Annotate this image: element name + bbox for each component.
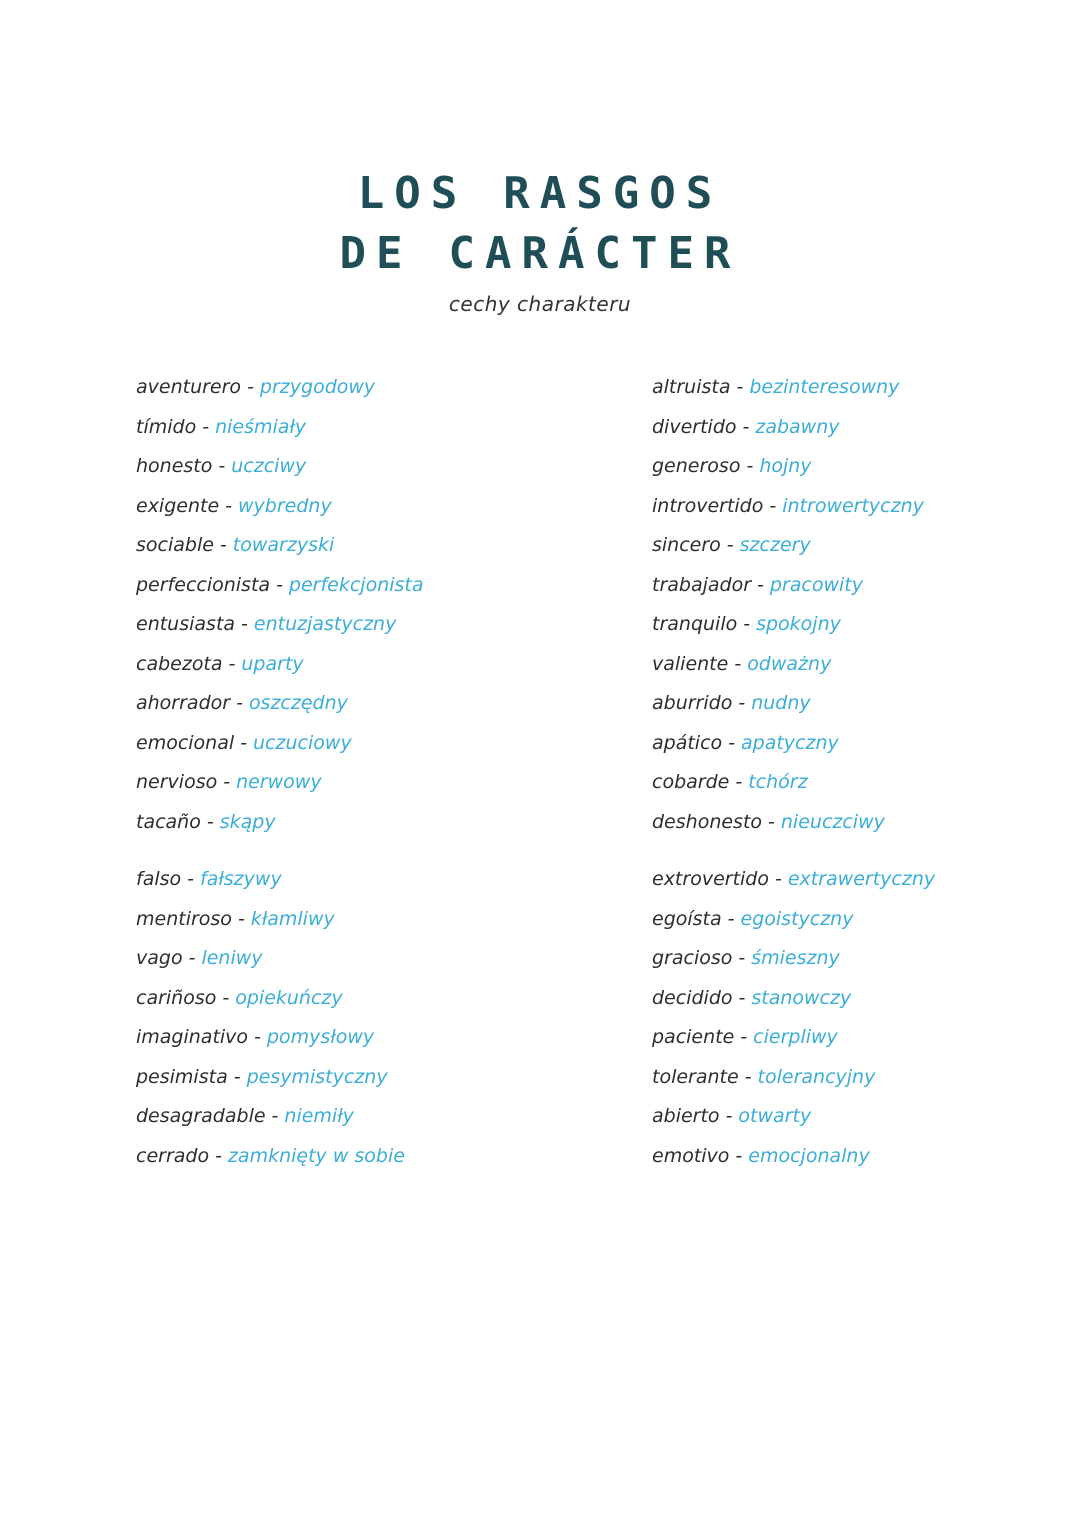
vocab-row [652,487,924,527]
dash-separator: - [188,947,196,969]
spanish-word: entusiasta [136,613,236,635]
spanish-word: aburrido [652,692,733,714]
spanish-word: divertido [652,415,737,438]
vocab-row [136,605,424,645]
dash-separator: - [206,810,214,833]
polish-translation: zabawny [755,415,840,438]
polish-translation: extrawertyczny [787,868,936,890]
polish-translation: nieśmiały [215,415,307,438]
dash-separator: - [223,771,231,793]
dash-separator: - [236,692,243,714]
vocab-row [136,408,424,448]
dash-separator: - [276,573,283,596]
page-title-line-2 [0,228,1080,279]
polish-translation: tchórz [748,771,808,793]
vocab-row [652,368,924,408]
polish-translation: otwarty [738,1105,812,1127]
spanish-word: imaginativo [136,1026,249,1048]
vocab-row [136,447,424,487]
spanish-word: altruista [652,376,731,398]
spanish-word: tranquilo [652,613,738,635]
spanish-word: emocional [136,731,235,754]
dash-separator: - [734,652,742,675]
spanish-word: pesimista [136,1065,228,1088]
spanish-word: ahorrador [136,692,231,714]
dash-separator: - [241,613,248,635]
vocab-row [652,566,924,606]
dash-separator: - [218,455,226,477]
vocab-row [652,803,924,843]
vocab-row [136,526,424,566]
dash-separator: - [738,692,746,714]
vocab-row [652,1137,935,1177]
vocab-row [652,408,924,448]
vocab-list-left-bottom [136,860,405,1176]
dash-separator: - [735,1144,743,1167]
spanish-word: cerrado [136,1144,210,1167]
polish-translation: perfekcjonista [288,573,424,596]
dash-separator: - [738,947,746,969]
polish-translation: towarzyski [232,534,335,556]
vocab-row [652,447,924,487]
spanish-word: perfeccionista [136,573,271,596]
vocab-row [136,487,424,527]
spanish-word: sociable [136,534,214,556]
spanish-word: cobarde [652,771,730,793]
polish-translation: nieuczciwy [780,810,885,833]
dash-separator: - [735,771,743,793]
spanish-word: desagradable [136,1105,266,1127]
polish-translation: tolerancyjny [757,1065,876,1088]
vocab-row [136,368,424,408]
polish-translation: leniwy [201,947,263,969]
vocab-row [652,526,924,566]
dash-separator: - [774,868,782,890]
vocab-row [136,566,424,606]
polish-translation: pracowity [769,573,863,596]
polish-translation: kłamliwy [250,907,335,930]
dash-separator: - [254,1026,261,1048]
dash-separator: - [237,907,245,930]
dash-separator: - [225,494,233,517]
polish-translation: bezinteresowny [749,376,900,398]
polish-translation: apatyczny [741,731,839,754]
vocab-list-right-top [652,368,924,842]
vocab-row [652,939,935,979]
spanish-word: sincero [652,534,721,556]
spanish-word: introvertido [652,494,764,517]
polish-translation: hojny [759,455,812,477]
dash-separator: - [769,494,777,517]
dash-separator: - [728,731,736,754]
vocab-list-left-top [136,368,424,842]
dash-separator: - [222,986,230,1009]
vocab-row [136,763,424,803]
polish-translation: pesymistyczny [246,1065,388,1088]
polish-translation: szczery [739,534,811,556]
dash-separator: - [219,534,227,556]
spanish-word: valiente [652,652,729,675]
polish-translation: uparty [241,652,304,675]
vocab-row [136,979,405,1019]
title-word-rasgos: RASGOS [503,168,723,219]
polish-translation: przygodowy [259,376,376,398]
spanish-word: egoísta [652,907,722,930]
spanish-word: mentiroso [136,907,232,930]
spanish-word: emotivo [652,1144,730,1167]
vocab-row [136,939,405,979]
vocab-row [652,1058,935,1098]
dash-separator: - [738,986,746,1009]
vocab-row [652,763,924,803]
spanish-word: tímido [136,415,197,438]
vocab-row [136,900,405,940]
dash-separator: - [187,868,194,890]
vocab-row [652,900,935,940]
spanish-word: apático [652,731,723,754]
vocab-row [652,1097,935,1137]
dash-separator: - [768,810,775,833]
spanish-word: nervioso [136,771,218,793]
dash-separator: - [746,455,754,477]
polish-translation: niemiły [284,1105,354,1127]
spanish-word: cariñoso [136,986,217,1009]
vocab-row [136,860,405,900]
polish-translation: oszczędny [248,692,348,714]
spanish-word: exigente [136,494,220,517]
spanish-word: generoso [652,455,741,477]
dash-separator: - [742,415,750,438]
vocab-row [136,803,424,843]
spanish-word: tacaño [136,810,201,833]
dash-separator: - [233,1065,241,1088]
polish-translation: nudny [751,692,811,714]
vocab-row [136,1137,405,1177]
dash-separator: - [271,1105,279,1127]
dash-separator: - [202,415,210,438]
polish-translation: entuzjastyczny [253,613,397,635]
dash-separator: - [228,652,236,675]
dash-separator: - [726,534,734,556]
spanish-word: tolerante [652,1065,739,1088]
polish-translation: fałszywy [200,868,282,890]
dash-separator: - [247,376,254,398]
spanish-word: deshonesto [652,810,763,833]
dash-separator: - [727,907,735,930]
page-subtitle: cechy charakteru [448,292,632,316]
dash-separator: - [757,573,764,596]
dash-separator: - [740,1026,748,1048]
vocab-row [136,1097,405,1137]
polish-translation: odważny [747,652,832,675]
vocab-row [652,724,924,764]
polish-translation: introwertyczny [782,494,924,517]
spanish-word: decidido [652,986,733,1009]
polish-translation: cierpliwy [753,1026,838,1048]
vocab-row [652,684,924,724]
dash-separator: - [725,1105,733,1127]
dash-separator: - [744,1065,752,1088]
polish-translation: uczciwy [231,455,307,477]
vocab-row [136,684,424,724]
vocab-row [136,1018,405,1058]
dash-separator: - [743,613,751,635]
vocab-row [136,724,424,764]
vocab-row [652,860,935,900]
polish-translation: wybredny [238,494,332,517]
polish-translation: śmieszny [751,947,840,969]
vocab-row [652,645,924,685]
vocab-row [652,979,935,1019]
spanish-word: honesto [136,455,213,477]
polish-translation: opiekuńczy [235,986,343,1009]
polish-translation: skąpy [219,810,276,833]
spanish-word: gracioso [652,947,733,969]
polish-translation: egoistyczny [740,907,854,930]
polish-translation: emocjonalny [748,1144,870,1167]
spanish-word: extrovertido [652,868,769,890]
dash-separator: - [215,1144,222,1167]
spanish-word: vago [136,947,183,969]
spanish-word: falso [136,868,182,890]
vocab-row [652,1018,935,1058]
polish-translation: uczuciowy [253,731,352,754]
title-word-de: DE [339,228,413,279]
vocab-row [136,645,424,685]
spanish-word: abierto [652,1105,720,1127]
dash-separator: - [240,731,247,754]
polish-translation: pomysłowy [266,1026,375,1048]
polish-translation: nerwowy [236,771,322,793]
polish-translation: stanowczy [751,986,852,1009]
vocab-row [652,605,924,645]
spanish-word: aventurero [136,376,242,398]
title-word-caracter: CARÁCTER [448,228,741,279]
page-title-line-1 [0,168,1080,219]
dash-separator: - [736,376,744,398]
title-word-los: LOS [357,168,468,219]
vocab-row [136,1058,405,1098]
spanish-word: paciente [652,1026,735,1048]
spanish-word: cabezota [136,652,223,675]
vocab-list-right-bottom [652,860,935,1176]
spanish-word: trabajador [652,573,752,596]
polish-translation: spokojny [756,613,841,635]
polish-translation: zamknięty w sobie [227,1144,405,1167]
